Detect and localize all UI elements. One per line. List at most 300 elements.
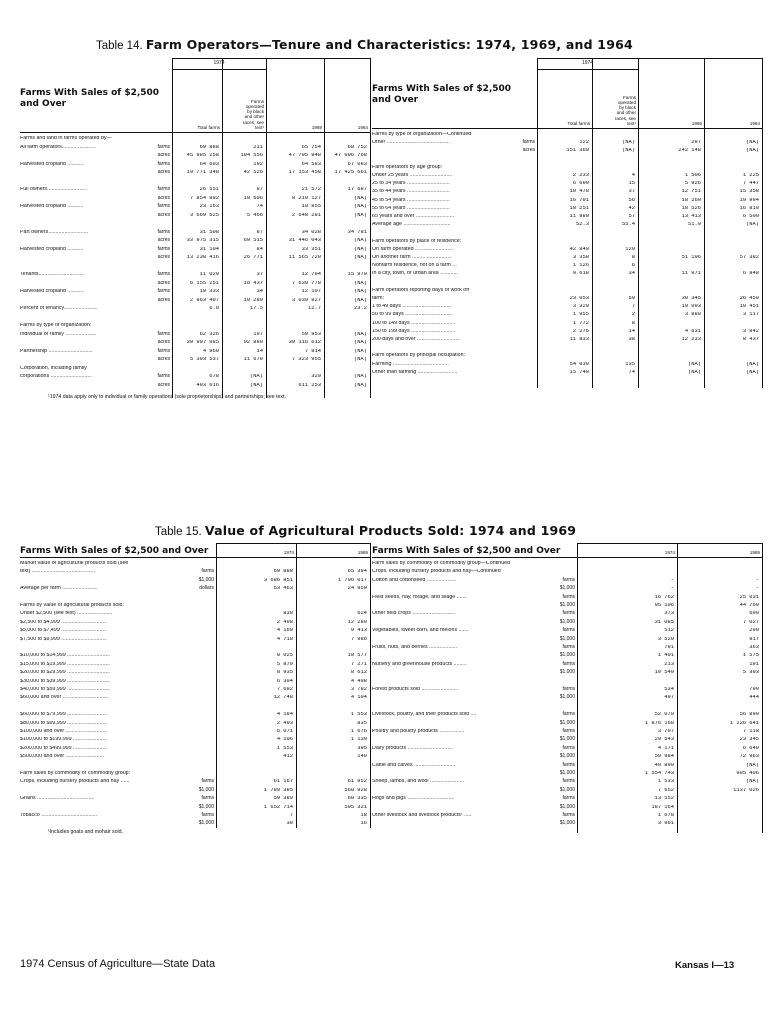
cell-value: -	[755, 577, 759, 583]
cell-value: 7 027	[742, 619, 759, 625]
cell-value: 4 498	[350, 678, 367, 684]
cell-value: 51.0	[688, 222, 701, 228]
row-label: Forest products sold .........................	[372, 687, 459, 692]
cell-value: 64 603	[199, 161, 219, 167]
cell-value: 1 652 714	[263, 804, 293, 810]
cell-value: 1137 026	[733, 787, 759, 793]
cell-value: 12 233	[681, 337, 701, 342]
row-label: Farms by type of organization—Continued	[372, 132, 472, 137]
row-unit: acres	[157, 254, 170, 260]
cell-value: 8 612	[350, 670, 367, 676]
cell-value: 6 500	[742, 214, 759, 219]
cell-value: (NA)	[354, 280, 367, 286]
cell-value: 11 880	[569, 214, 589, 219]
cell-value: 74	[256, 204, 263, 209]
cell-value: 1 772	[572, 320, 589, 326]
table-14-heading: Farm Operators—Tenure and Characteristics: 1974, 1969, and 1964	[145, 37, 633, 52]
row-label: Farms by type of organization:	[20, 323, 92, 328]
row-unit: farms	[562, 728, 575, 734]
cell-value: 1 139	[350, 737, 367, 743]
cell-value: 373	[664, 611, 674, 617]
cell-value: 52.3	[576, 222, 589, 228]
row-unit: farms	[157, 330, 170, 337]
footer-page-number: Kansas I—13	[675, 960, 735, 971]
cell-value: 61 167	[273, 779, 293, 785]
row-label: Other livestock and livestock products¹ .....	[372, 813, 472, 818]
row-unit: farms	[562, 610, 575, 617]
cell-value: 59 389	[273, 796, 293, 802]
row-label: All farm operators.......................	[20, 144, 96, 150]
cell-value: 830	[283, 611, 293, 617]
cell-value: 64 583	[301, 161, 321, 167]
cell-value: 69 888	[273, 569, 293, 575]
cell-value: 611 253	[298, 382, 321, 388]
column-header-1974: 1974	[283, 549, 294, 555]
cell-value: (NA)	[746, 369, 759, 375]
cell-value: -	[670, 586, 674, 592]
cell-value: (NA)	[354, 238, 367, 243]
cell-value: 37	[628, 189, 635, 195]
row-label: Individual or family .....................	[20, 331, 97, 337]
row-label: Farm sales by commodity or commodity group—Continued	[372, 561, 511, 566]
cell-value: (NA)	[354, 195, 367, 201]
cell-value: 7 652	[657, 787, 674, 793]
cell-value: 10 577	[347, 653, 367, 659]
row-label: 55 to 64 years .............................	[372, 205, 450, 211]
cell-value: (NA)	[250, 374, 263, 379]
cell-value: 12 280	[347, 619, 367, 625]
table-15-title	[155, 523, 576, 538]
row-label: Part owners...........................	[20, 229, 88, 235]
row-label: On farm operated ..........................	[372, 246, 454, 252]
cell-value: 15	[628, 181, 635, 187]
cell-value: 512	[664, 628, 674, 634]
cell-value: 54 039	[569, 361, 589, 367]
cell-value: 211	[253, 144, 263, 150]
row-unit: acres	[157, 211, 170, 218]
row-label: $80,000 to $99,999 ...........................	[20, 720, 107, 726]
row-unit: farms	[157, 160, 170, 167]
column-header-total: Total farms	[567, 120, 590, 126]
row-unit: farms	[562, 795, 575, 802]
row-label: $100,000 and over ............................	[20, 729, 107, 734]
row-unit: acres	[157, 356, 170, 362]
cell-value: (NA)	[746, 140, 759, 146]
cell-value: 9 413	[350, 628, 367, 634]
row-unit: acres	[157, 152, 170, 158]
cell-value: 29 543	[654, 737, 674, 743]
column-header-1964: 1964	[357, 124, 368, 130]
cell-value: 1 506	[684, 173, 701, 178]
cell-value: (NA)	[746, 222, 759, 228]
cell-value: 1 554 743	[644, 771, 674, 776]
cell-value: 31 446 043	[288, 238, 321, 243]
row-label: 65 years and over ..........................	[372, 214, 455, 219]
row-unit: farms	[562, 761, 575, 768]
row-label: Vegetables, sweet corn, and melons .......	[372, 628, 469, 634]
cell-value: 16	[360, 821, 367, 827]
cell-value: 18	[360, 813, 367, 818]
row-label: $10,000 to $14,999 .............................	[20, 653, 110, 659]
cell-value: 5 926	[684, 181, 701, 187]
cell-value: 7 323 955	[291, 357, 321, 362]
cell-value: (NA)	[354, 340, 367, 345]
cell-value: 56	[628, 197, 635, 203]
column-rule	[370, 543, 371, 828]
cell-value: 9 618	[572, 271, 589, 277]
cell-value: 104 556	[240, 153, 263, 158]
cell-value: 1 676	[350, 729, 367, 734]
cell-value: 87	[256, 229, 263, 235]
cell-value: 505 321	[344, 804, 367, 810]
cell-value: (NA)	[354, 297, 367, 303]
row-label: 1 to 49 days .................................	[372, 304, 451, 310]
row-unit: acres	[157, 237, 170, 243]
cell-value: 1 955	[572, 312, 589, 318]
row-unit: $1,000	[198, 803, 214, 810]
cell-value: 14	[256, 348, 263, 354]
cell-value: (NA)	[354, 204, 367, 209]
cell-value: 678	[209, 374, 219, 379]
row-unit: $1,000	[198, 820, 214, 827]
column-header-black: Farms operated by black and other races, see text¹	[242, 98, 264, 130]
row-label: Harvested cropland ...........	[20, 289, 84, 294]
cell-value: 7 814	[304, 348, 321, 354]
cell-value: (NA)	[688, 369, 701, 375]
cell-value: (NA)	[746, 762, 759, 768]
cell-value: 1 553	[350, 712, 367, 718]
cell-value: 72 963	[739, 754, 759, 760]
row-label: $60,000 to $79,999 ...........................	[20, 712, 107, 718]
cell-value: 8	[631, 320, 635, 326]
cell-value: 3 039 827	[291, 297, 321, 303]
cell-value: -	[755, 586, 759, 592]
column-header-1974: 1974	[664, 549, 675, 555]
cell-value: 17.5	[250, 306, 263, 311]
cell-value: 25 031	[739, 594, 759, 600]
row-unit: acres	[157, 339, 170, 345]
cell-value: 15 749	[569, 369, 589, 375]
cell-value: (NA)	[746, 361, 759, 367]
cell-value: 23 345	[739, 737, 759, 743]
cell-value: 2 648 281	[291, 212, 321, 218]
cell-value: 624	[357, 611, 367, 617]
row-unit: $1,000	[559, 652, 575, 659]
cell-value: 87	[256, 187, 263, 192]
cell-value: 21 572	[301, 187, 321, 192]
cell-value: 995 406	[736, 771, 759, 776]
cell-value: 2 498	[276, 619, 293, 625]
cell-value: 363	[749, 645, 759, 650]
row-label: Percent of tenancy.......................	[20, 306, 98, 311]
cell-value: 23 163	[199, 204, 219, 209]
cell-value: 42 526	[243, 170, 263, 175]
cell-value: 17 687	[347, 187, 367, 192]
cell-value: 3 782	[350, 687, 367, 692]
cell-value: 4 169	[276, 628, 293, 634]
cell-value: 2 493	[276, 720, 293, 726]
cell-value: 69 515	[243, 238, 263, 243]
cell-value: 1 876 168	[644, 720, 674, 726]
cell-value: 33 975 315	[186, 238, 219, 243]
table-14-right-panel	[372, 58, 762, 388]
row-label: Grains .......................................	[20, 796, 95, 802]
row-label: $5,000 to $7,499 ...............................	[20, 628, 107, 634]
table-14-title	[96, 37, 633, 52]
row-label: Farm operators by principal occupation:	[372, 353, 466, 359]
cell-value: 917	[749, 636, 759, 642]
cell-value: 11 565 720	[288, 255, 321, 260]
cell-value: 3 358	[572, 255, 589, 260]
row-label: Partnership ..............................	[20, 348, 93, 354]
cell-value: 42 849	[569, 246, 589, 252]
cell-value: 52 070	[654, 712, 674, 718]
cell-value: -	[670, 577, 674, 583]
cell-value: 15 358	[739, 189, 759, 195]
row-label: Other field crops .............................	[372, 611, 456, 617]
cell-value: 395	[357, 745, 367, 751]
cell-value: 2	[631, 312, 635, 318]
cell-value: 10 549	[654, 670, 674, 676]
row-label: Field seeds, hay, forage, and silage .......	[372, 594, 468, 600]
row-label: Farms and land in farms operated by—	[20, 136, 112, 141]
cell-value: (NA)	[354, 374, 367, 379]
cell-value: 3 961	[657, 821, 674, 827]
cell-value: 11 029	[199, 272, 219, 277]
row-label: Under 25 years .............................	[372, 173, 453, 178]
rule-line	[20, 132, 370, 133]
row-unit: farms	[562, 660, 575, 667]
cell-value: 297	[691, 140, 701, 146]
row-label: $15,000 to $19,999 .............................	[20, 661, 110, 667]
row-label: Farm operators by age group:	[372, 164, 443, 170]
year-band-header: 1974	[213, 60, 225, 66]
row-label: 200 days and over .............................	[372, 337, 460, 342]
row-label: $20,000 to $29,999 .............................	[20, 670, 110, 676]
row-unit: $1,000	[559, 753, 575, 760]
cell-value: 65 754	[301, 144, 321, 150]
row-unit: farms	[562, 686, 575, 692]
cell-value: 1 226 641	[729, 720, 759, 726]
cell-value: 11 833	[569, 337, 589, 342]
row-label: Other ...........................................	[372, 140, 450, 146]
cell-value: 12.7	[308, 306, 321, 311]
cell-value: (NA)	[622, 148, 635, 154]
cell-value: 3 888	[684, 312, 701, 318]
row-label: Crops, including nursery products and hay ......	[20, 779, 130, 785]
cell-value: (NA)	[354, 246, 367, 252]
cell-value: (NA)	[250, 382, 263, 388]
cell-value: 1 225	[742, 173, 759, 178]
cell-value: 120	[625, 246, 635, 252]
cell-value: 1 126	[572, 263, 589, 269]
cell-value: 17 425 661	[334, 170, 367, 175]
cell-value: 4	[631, 173, 635, 178]
cell-value: 187 164	[651, 804, 674, 810]
row-unit: farms	[201, 812, 214, 818]
row-label: Harvested cropland ...........	[20, 246, 84, 252]
column-rule	[762, 58, 763, 388]
cell-value: 13 238 416	[186, 255, 219, 260]
cell-value: 3 842	[742, 328, 759, 334]
cell-value: 16 701	[569, 197, 589, 203]
cell-value: 8 935	[276, 670, 293, 676]
cell-value: 6 640	[742, 745, 759, 751]
cell-value: 149	[357, 754, 367, 760]
cell-value: 51 196	[681, 255, 701, 260]
cell-value: 2 276	[572, 328, 589, 334]
cell-value: 2 233	[572, 173, 589, 178]
cell-value: 7 447	[742, 181, 759, 187]
cell-value: 39 116 612	[288, 340, 321, 345]
cell-value: 4 631	[684, 328, 701, 334]
row-unit: acres	[157, 194, 170, 201]
cell-value: 74	[628, 369, 635, 375]
cell-value: 1 401	[657, 653, 674, 659]
cell-value: 609	[749, 611, 759, 617]
cell-value: 329	[311, 374, 321, 379]
row-unit: farms	[201, 568, 214, 575]
row-label: $40,000 to $59,999 .............................	[20, 687, 110, 692]
row-unit: farms	[562, 644, 575, 650]
cell-value: 8 210 127	[291, 195, 321, 201]
column-header-1964: 1964	[749, 120, 760, 126]
cell-value: 62 326	[199, 331, 219, 337]
table-15-left-panel	[20, 543, 370, 828]
cell-value: (NA)	[746, 779, 759, 785]
row-label: farm:	[372, 296, 385, 301]
row-unit: farms	[562, 593, 575, 600]
row-unit: farms	[522, 139, 535, 146]
row-label: Dairy products ...............................	[372, 745, 454, 751]
row-unit: $1,000	[198, 576, 214, 583]
cell-value: 24 959	[347, 586, 367, 592]
table-15-heading: Value of Agricultural Products Sold: 1974 and 1969	[204, 523, 577, 538]
row-label: 45 to 54 years .............................	[372, 197, 450, 203]
row-label: Average age ................................	[372, 222, 451, 228]
cell-value: 95 106	[654, 603, 674, 608]
footer-publication: 1974 Census of Agriculture—State Data	[20, 958, 216, 970]
cell-value: 39 907 085	[186, 340, 219, 345]
cell-value: 45 985 258	[186, 153, 219, 158]
cell-value: 6 155 251	[189, 280, 219, 286]
row-label: Tobacco ......................................	[20, 813, 98, 818]
row-unit: farms	[157, 228, 170, 235]
cell-value: 69	[628, 296, 635, 301]
row-label: Cattle and calves ............................	[372, 762, 456, 768]
cell-value: 10 478	[569, 189, 589, 195]
cell-value: 213	[664, 661, 674, 667]
row-label: Hogs and pigs ................................	[372, 796, 455, 802]
cell-value: 7 118	[742, 729, 759, 734]
cell-value: 26 771	[243, 255, 263, 260]
cell-value: 18 251	[569, 205, 589, 211]
cell-value: 53 463	[273, 586, 293, 592]
cell-value: 6 304	[276, 678, 293, 684]
cell-value: 5 393 537	[189, 357, 219, 362]
cell-value: 197	[253, 331, 263, 337]
row-unit: farms	[157, 271, 170, 277]
cell-value: 59 984	[654, 754, 674, 760]
row-unit: farms	[562, 576, 575, 583]
cell-value: 55.4	[622, 222, 635, 228]
row-unit: acres	[157, 169, 170, 175]
cell-value: 68 752	[347, 144, 367, 150]
cell-value: 47 795 948	[288, 153, 321, 158]
cell-value: 17 153 458	[288, 170, 321, 175]
row-unit: farms	[562, 744, 575, 751]
table-14-footnote: ¹1974 data apply only to individual or family operations (sole proprietorships) and partnerships; see text.	[48, 394, 286, 400]
cell-value: 4 171	[657, 745, 674, 751]
row-unit: $1,000	[559, 618, 575, 625]
cell-value: 122	[579, 140, 589, 146]
cell-value: (NA)	[354, 357, 367, 362]
cell-value: 18 260	[681, 197, 701, 203]
cell-value: 3 117	[742, 312, 759, 318]
panel-heading: Farms With Sales of $2,500 and Over	[372, 84, 512, 105]
row-label: $100,000 to $199,999 .......................	[20, 737, 107, 743]
cell-value: 34	[628, 271, 635, 277]
cell-value: 5 466	[246, 212, 263, 218]
cell-value: 568 928	[344, 787, 367, 793]
cell-value: 1 575	[742, 653, 759, 659]
row-label: $7,500 to $9,999 ...............................	[20, 636, 107, 642]
row-label: Other than farming ...........................	[372, 369, 458, 375]
cell-value: 10 333	[199, 289, 219, 294]
cell-value: 42	[628, 205, 635, 211]
cell-value: 38	[628, 337, 635, 342]
row-label: Harvested cropland ...........	[20, 204, 84, 209]
row-label: $200,000 to $499,999 .......................	[20, 745, 107, 751]
row-label: text) ...........................................	[20, 569, 96, 575]
cell-value: (NA)	[354, 382, 367, 388]
cell-value: 4 184	[276, 712, 293, 718]
cell-value: 23.2	[354, 306, 367, 311]
row-label: Farm operators reporting days of work off	[372, 287, 470, 293]
column-header-total: Total farms	[197, 124, 220, 130]
row-unit: $1,000	[559, 820, 575, 827]
cell-value: 7 692	[276, 687, 293, 692]
cell-value: 1 533	[657, 779, 674, 785]
row-label: corporations ............................	[20, 374, 92, 379]
cell-value: (NA)	[622, 140, 635, 146]
cell-value: 12 107	[301, 289, 321, 294]
cell-value: 34	[256, 289, 263, 294]
cell-value: 69 888	[199, 144, 219, 150]
cell-value: 10 093	[681, 304, 701, 310]
row-label: 25 to 34 years .............................	[372, 181, 450, 187]
cell-value: 4 106	[276, 737, 293, 743]
cell-value: 16 437	[243, 280, 263, 286]
row-unit: acres	[522, 147, 535, 154]
cell-value: 7 271	[350, 661, 367, 667]
row-unit: farms	[201, 778, 214, 785]
cell-value: 92 880	[243, 340, 263, 345]
row-label: Tenants...............................	[20, 272, 85, 277]
row-label: Average per farm ........................	[20, 586, 98, 592]
row-unit: farms	[157, 186, 170, 192]
row-unit: acres	[157, 296, 170, 303]
cell-value: 44 769	[739, 603, 759, 608]
cell-value: 67 083	[347, 161, 367, 167]
cell-value: 18 606	[243, 195, 263, 201]
cell-value: 8 437	[742, 337, 759, 342]
row-unit: acres	[157, 279, 170, 286]
row-label: On another farm ...........................	[372, 255, 452, 260]
cell-value: (NA)	[354, 255, 367, 260]
table-15-label: Table 15.	[155, 526, 202, 538]
cell-value: 191	[749, 661, 759, 667]
